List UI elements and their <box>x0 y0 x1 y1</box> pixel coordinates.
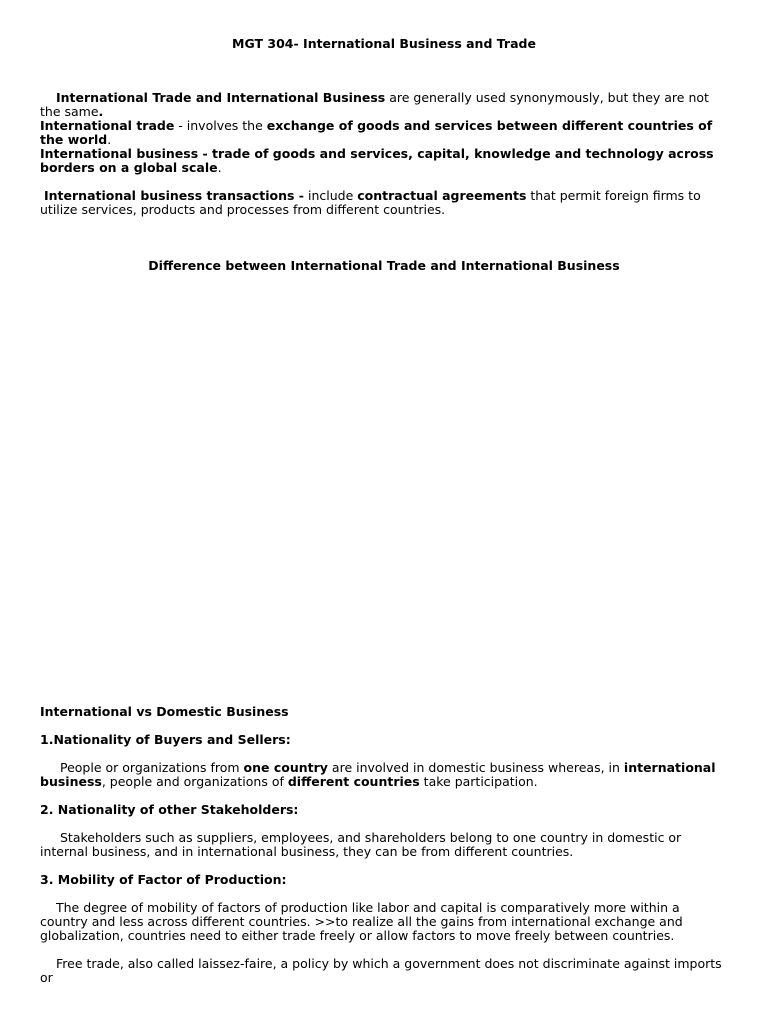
difference-heading: Difference between International Trade and International Business <box>148 258 620 273</box>
trade-end: . <box>107 132 112 147</box>
definition-international-business <box>40 147 730 175</box>
point1-a: People or organizations from <box>60 760 244 775</box>
free-trade-paragraph: Free trade, also called laissez-faire, a policy by which a government does not discriminate against imports or <box>40 956 722 985</box>
transactions-term: International business transactions - <box>44 188 304 203</box>
business-end: . <box>217 160 222 175</box>
point2-body: Stakeholders such as suppliers, employees, and shareholders belong to one country in domestic or internal business, and in international business, they can be from different countries. <box>40 830 682 859</box>
intro-paragraph <box>40 91 730 119</box>
document-title: MGT 304- International Business and Trade <box>232 36 536 51</box>
business-term: International business <box>40 146 199 161</box>
intro-term: International Trade and International Business <box>56 90 386 105</box>
point1-g: take participation. <box>419 774 538 789</box>
intro-period: . <box>98 104 104 119</box>
point3-body: The degree of mobility of factors of production like labor and capital is comparatively more within a country and less across different countries. >>to realize all the gains from international exchange and globalization, countries need to either trade freely or allow factors to move freely between countries. <box>40 900 683 943</box>
intro-rest: are generally used synonymously, but they are not the same <box>40 90 709 119</box>
trade-bold: exchange of goods and services between different countries of the world <box>40 118 713 147</box>
section-heading: International vs Domestic Business <box>40 704 289 719</box>
point1-body <box>40 761 730 789</box>
definition-international-trade <box>40 119 730 147</box>
point1-d: international business <box>40 760 716 789</box>
definition-business-transactions <box>40 189 730 217</box>
point1-c: are involved in domestic business whereas, in <box>327 760 624 775</box>
business-bold: - trade of goods and services, capital, knowledge and technology across borders on a global scale <box>40 146 714 175</box>
point3-heading: 3. Mobility of Factor of Production: <box>40 872 287 887</box>
point1-e: , people and organizations of <box>101 774 288 789</box>
transactions-end: that permit foreign firms to utilize services, products and processes from different countries. <box>40 188 701 217</box>
point1-b: one country <box>243 760 328 775</box>
point1-f: different countries <box>287 774 420 789</box>
trade-term: International trade <box>40 118 175 133</box>
point2-heading: 2. Nationality of other Stakeholders: <box>40 802 299 817</box>
transactions-bold: contractual agreements <box>357 188 527 203</box>
transactions-mid: include <box>304 188 358 203</box>
point1-heading: 1.Nationality of Buyers and Sellers: <box>40 732 291 747</box>
trade-mid: - involves the <box>174 118 267 133</box>
